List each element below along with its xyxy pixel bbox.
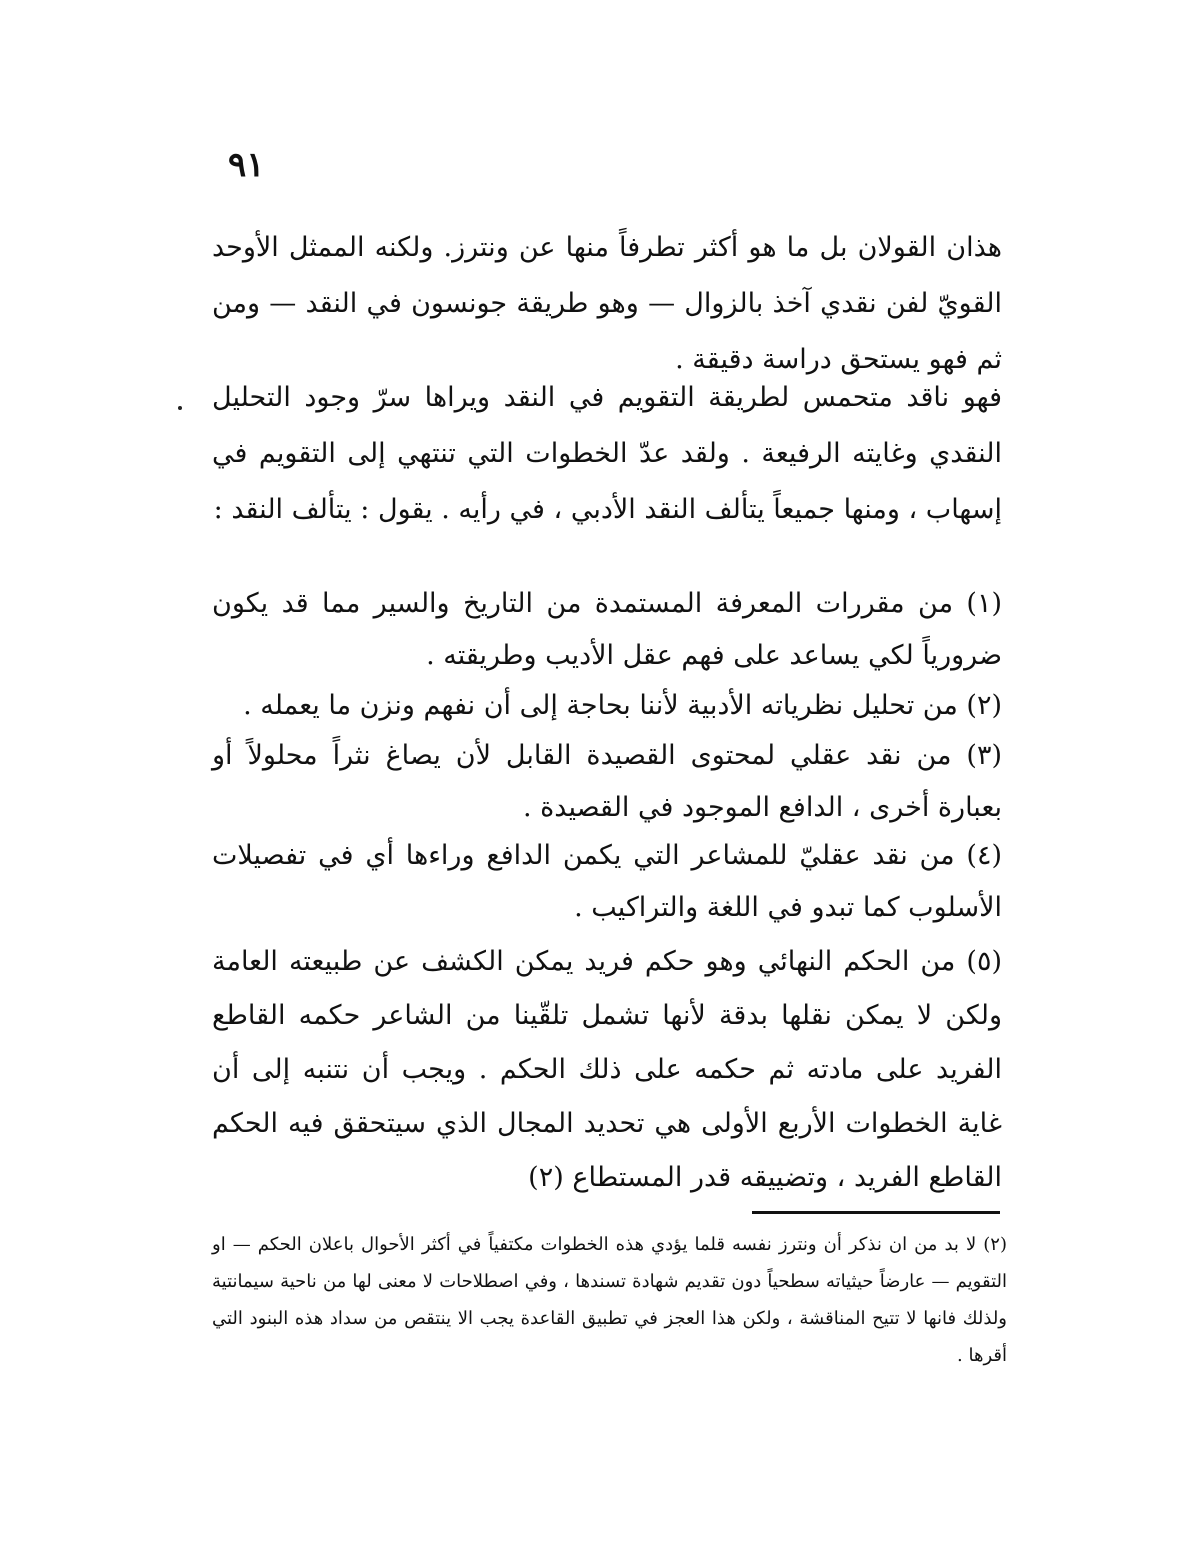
list-item-3: (٣) من نقد عقلي لمحتوى القصيدة القابل لأن يصاغ نثراً محلولاً أو بعبارة أخرى ، الدافع الموجود في القصيدة . xyxy=(212,740,1002,823)
page-number: ٩١ xyxy=(228,145,265,185)
footnote: (٢) لا بد من ان نذكر أن ونترز نفسه قلما يؤدي هذه الخطوات مكتفياً في أكثر الأحوال باعلان الحكم — او التقويم — عارضاً حيثياته سطحياً دون تقديم شهادة تسندها ، وفي اصطلاحات لا معنى لها من ناحية سيمانتية ولذلك فانها لا تتيح المناقشة ، ولكن هذا العجز في تطبيق القاعدة يجب الا ينتقص من سداد هذه البنود التي أقرها . xyxy=(212,1234,1007,1366)
footnote-divider xyxy=(752,1211,1000,1214)
margin-dot xyxy=(178,406,182,410)
list-item-2: (٢) من تحليل نظرياته الأدبية لأننا بحاجة إلى أن نفهم ونزن ما يعمله . xyxy=(243,690,1002,721)
paragraph-1: هذان القولان بل ما هو أكثر تطرفاً منها عن ونترز. ولكنه الممثل الأوحد القويّ لفن نقدي آخذ بالزوال — وهو طريقة جونسون في النقد — ومن ثم فهو يستحق دراسة دقيقة . xyxy=(212,232,1002,375)
paragraph-2: فهو ناقد متحمس لطريقة التقويم في النقد ويراها سرّ وجود التحليل النقدي وغايته الرفيعة . ولقد عدّ الخطوات التي تنتهي إلى التقويم في إسهاب ، ومنها جميعاً يتألف النقد الأدبي ، في رأيه . يقول : يتألف النقد : xyxy=(212,382,1002,525)
list-item-4: (٤) من نقد عقليّ للمشاعر التي يكمن الدافع وراءها أي في تفصيلات الأسلوب كما تبدو في اللغة والتراكيب . xyxy=(212,840,1002,923)
list-item-1: (١) من مقررات المعرفة المستمدة من التاريخ والسير مما قد يكون ضرورياً لكي يساعد على فهم عقل الأديب وطريقته . xyxy=(212,588,1002,671)
list-item-5: (٥) من الحكم النهائي وهو حكم فريد يمكن الكشف عن طبيعته العامة ولكن لا يمكن نقلها بدقة لأنها تشمل تلقّينا من الشاعر حكمه القاطع الفريد على مادته ثم حكمه على ذلك الحكم . ويجب أن نتنبه إلى أن غاية الخطوات الأربع الأولى هي تحديد المجال الذي سيتحقق فيه الحكم القاطع الفريد ، وتضييقه قدر المستطاع (٢) xyxy=(212,946,1002,1193)
